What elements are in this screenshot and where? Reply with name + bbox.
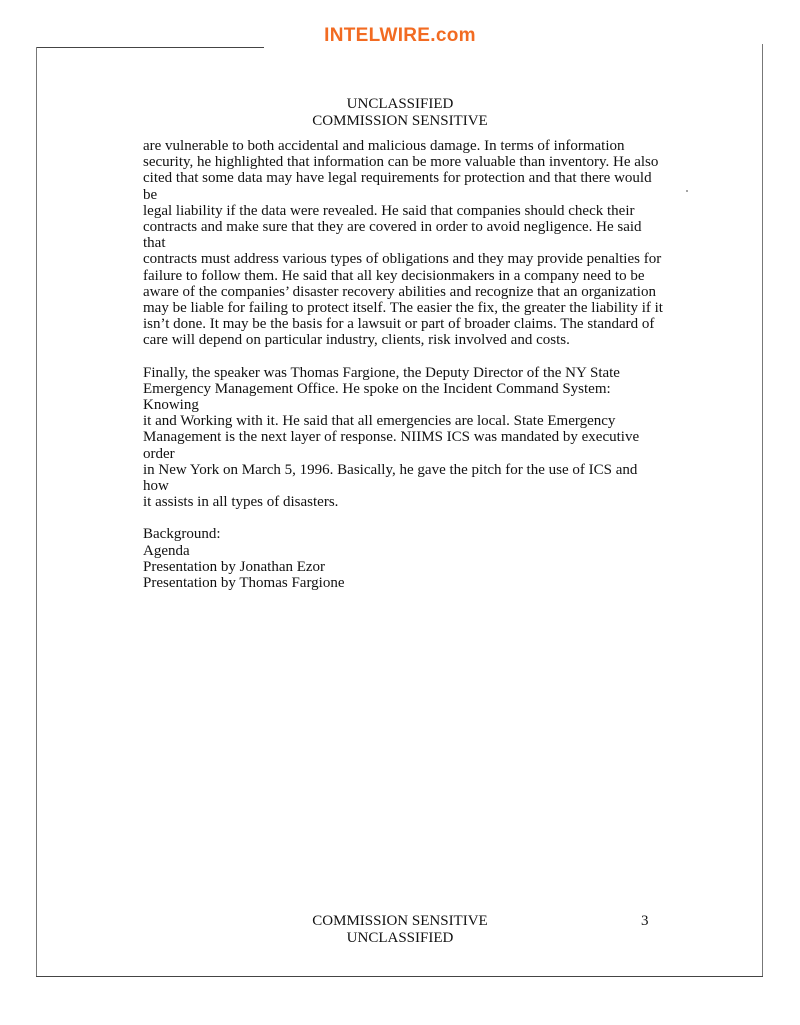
- classification-footer: [0, 913, 800, 947]
- scan-border-top: [36, 47, 264, 48]
- scan-border-right: [762, 44, 763, 976]
- background-section: [143, 526, 663, 591]
- page-number: 3: [641, 913, 649, 929]
- footer-classification-line: UNCLASSIFIED: [346, 930, 454, 946]
- body-paragraph-2: Finally, the speaker was Thomas Fargione, the Deputy Director of the NY State Emergency Management Office. He spoke on the Incident Command System: Knowing it and Working with it. He said that all emergencies are local. State Emergency Management is the next layer of response. NIIMS ICS was mandated by executive order in New York on March 5, 1996. Basically, he gave the pitch for the use of ICS and how it assists in all types of disasters.: [143, 364, 640, 511]
- background-list: [143, 543, 663, 592]
- footer-sensitivity-line: COMMISSION SENSITIVE: [312, 913, 488, 929]
- classification-header: [0, 96, 800, 130]
- background-label: Background:: [143, 526, 221, 543]
- background-item: Presentation by Jonathan Ezor: [143, 558, 326, 575]
- header-sensitivity-line: COMMISSION SENSITIVE: [312, 113, 488, 129]
- background-item: Agenda: [143, 542, 190, 559]
- body-paragraph-1: are vulnerable to both accidental and malicious damage. In terms of information security, he highlighted that information can be more valuable than inventory. He also cited that some data may have legal requirements for protection and that there would be legal liability if the data were revealed. He said that companies should check their contracts and make sure that they are covered in order to avoid negligence. He said that contracts must address various types of obligations and they may provide penalties for failure to follow them. He said that all key decisionmakers in a company need to be aware of the companies’ disaster recovery abilities and recognize that an organization may be liable for failing to protect itself. The easier the fix, the greater the liability if it isn’t done. It may be the basis for a lawsuit or part of broader claims. The standard of care will depend on particular industry, clients, risk involved and costs.: [143, 138, 663, 349]
- scan-border-left: [36, 47, 37, 977]
- background-item: Presentation by Thomas Fargione: [143, 575, 345, 592]
- document-body: [143, 138, 663, 591]
- scan-border-bottom: [36, 976, 763, 977]
- scan-speck: [686, 190, 688, 192]
- watermark-logo: INTELWIRE.com: [324, 25, 476, 46]
- header-classification-line: UNCLASSIFIED: [346, 96, 454, 112]
